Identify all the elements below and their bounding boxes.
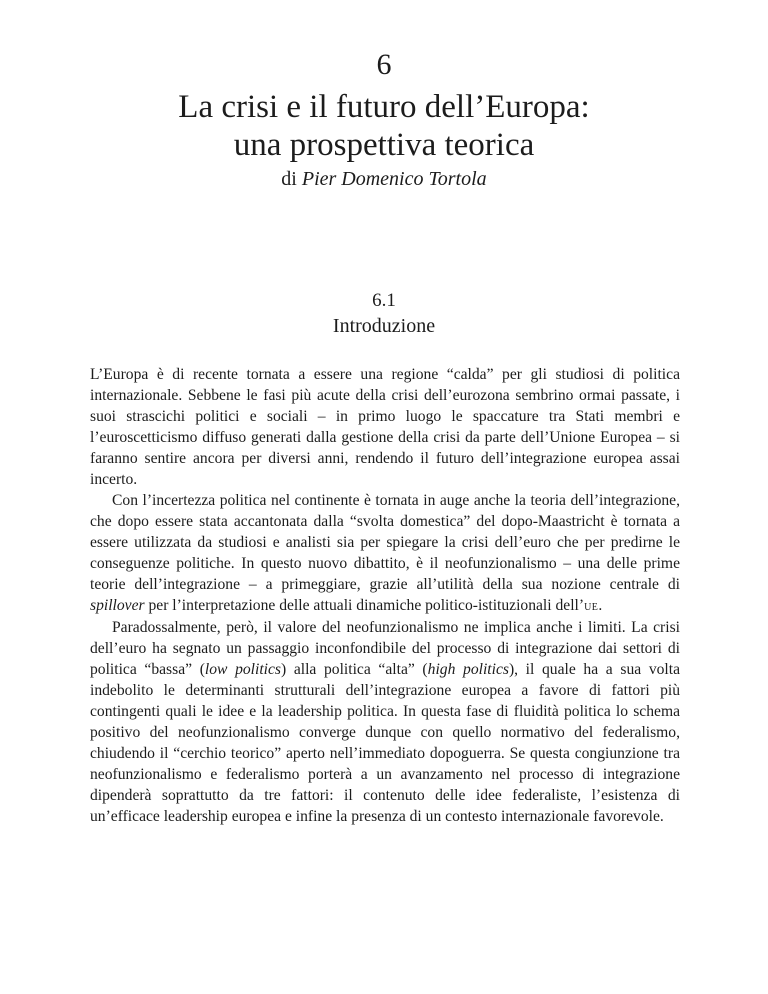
section-title: Introduzione [332, 315, 436, 337]
section-number: 6.1 [372, 290, 396, 311]
author-name: Pier Domenico Tortola [301, 168, 487, 190]
paragraph-2 [90, 490, 680, 617]
chapter-title-line-2: una prospettiva teorica [233, 127, 535, 163]
paragraph-2-abbreviation: ue [584, 599, 599, 614]
body-text [90, 364, 680, 827]
author-byline [0, 166, 768, 192]
paragraph-3-text-a: Paradossalmente, però, il valore del neofunzionalismo ne implica anche i limiti. La crisi dell’euro ha segnato un passaggio inconfondibile del processo di integrazione dai settori di politica “bassa” ( [90, 619, 680, 678]
paragraph-2-emphasis: spillover [90, 597, 145, 614]
paragraph-1: L’Europa è di recente tornata a essere una regione “calda” per gli studiosi di politica internazionale. Sebbene le fasi più acute della crisi dell’eurozona sembrino ormai passate, i suoi strascichi politici e sociali – in primo luogo le spaccature tra Stati membri e l’euroscetticismo diffuso generati dalla gestione della crisi da parte dell’Unione Europea – si faranno sentire ancora per diversi anni, rendendo il futuro dell’integrazione europea assai incerto. [90, 366, 680, 488]
paragraph-3-emphasis-2: high politics [427, 661, 509, 678]
chapter-title [0, 88, 768, 164]
paragraph-3-text-b: ) alla politica “alta” ( [281, 661, 428, 678]
author-prefix: di [281, 168, 297, 190]
chapter-number: 6 [376, 48, 392, 81]
paragraph-3 [90, 617, 680, 827]
paragraph-3-text-c: ), il quale ha a sua volta indebolito le determinanti strutturali dell’integrazione europea a favore di fattori più contingenti quali le idee e la leadership politica. In questa fase di fluidità politica lo schema positivo del neofunzionalismo converge dunque con quello normativo del federalismo, chiudendo il “cerchio teorico” aperto nell’immediato dopoguerra. Se questa congiunzione tra neofunzionalismo e federalismo porterà a un avanzamento nel processo di integrazione dipenderà soprattutto da tre fattori: il contenuto delle idee federaliste, l’esistenza di un’efficace leadership europea e infine la presenza di un contesto internazionale favorevole. [90, 661, 680, 825]
paragraph-3-emphasis-1: low politics [204, 661, 281, 678]
paragraph-2-text-a: Con l’incertezza politica nel continente è tornata in auge anche la teoria dell’integrazione, che dopo essere stata accantonata dalla “svolta domestica” del dopo-Maastricht è tornata a essere utilizzata da studiosi e analisti sia per spiegare la crisi dell’euro che per predirne le conseguenze politiche. In questo nuovo dibattito, è il neofunzionalismo – una delle prime teorie dell’integrazione – a primeggiare, grazie all’utilità della sua nozione centrale di [90, 492, 680, 593]
chapter-title-line-1: La crisi e il futuro dell’Europa: [178, 89, 590, 125]
paragraph-2-text-b: per l’interpretazione delle attuali dinamiche politico-istituzionali dell’ [144, 597, 585, 614]
paragraph-2-text-c: . [598, 597, 603, 614]
